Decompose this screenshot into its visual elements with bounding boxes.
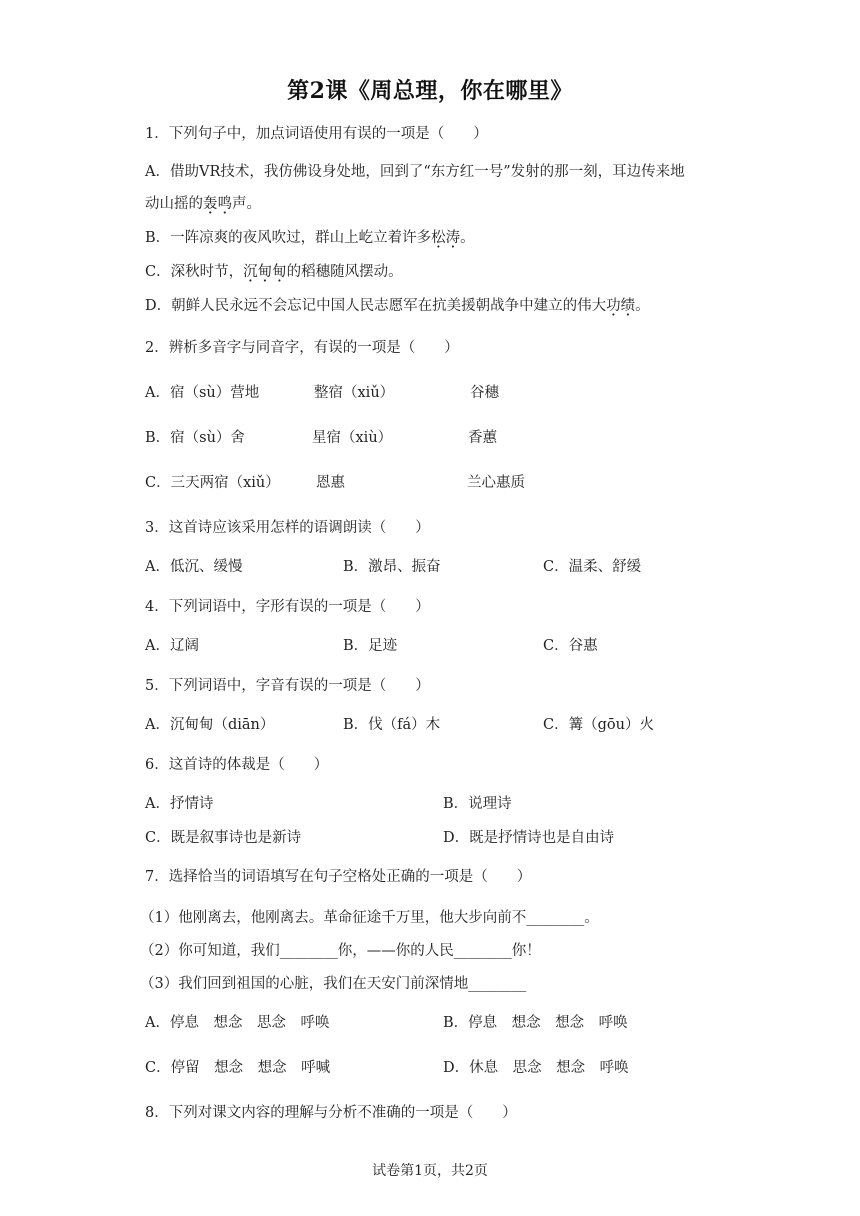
q2-a-2: 整宿（xiǔ）: [314, 385, 395, 401]
q4-stem: 4．下列词语中，字形有误的一项是（ ）: [145, 599, 430, 615]
q3-option-a: A．低沉、缓慢: [145, 559, 243, 575]
q7-option-d: D．休息 思念 想念 呼唤: [443, 1060, 629, 1076]
q1-option-d: D．朝鲜人民永远不会忘记中国人民志愿军在抗美援朝战争中建立的伟大功绩。: [145, 298, 650, 314]
q7-stem: 7．选择恰当的词语填写在句子空格处正确的一项是（ ）: [145, 869, 532, 885]
q2-c-1: C．三天两宿（xiǔ）: [145, 475, 280, 491]
q5-option-c: C．篝（gōu）火: [543, 717, 654, 733]
q6-stem: 6．这首诗的体裁是（ ）: [145, 757, 329, 773]
q8-stem: 8．下列对课文内容的理解与分析不准确的一项是（ ）: [145, 1105, 517, 1121]
q2-b-2: 星宿（xiù）: [312, 430, 393, 446]
page-footer: 试卷第1页，共2页: [372, 1163, 488, 1179]
q7-option-b: B．停息 想念 想念 呼唤: [443, 1015, 628, 1031]
q1-option-a-line2: 动山摇的轰鸣声。: [145, 196, 261, 212]
q5-option-b: B．伐（fá）木: [343, 717, 441, 733]
q3-option-b: B．激昂、振奋: [343, 559, 441, 575]
q2-b-3: 香蕙: [468, 430, 497, 446]
q6-option-d: D．既是抒情诗也是自由诗: [443, 830, 615, 846]
q2-b-1: B．宿（sù）舍: [145, 430, 245, 446]
q2-a-1: A．宿（sù）营地: [145, 385, 260, 401]
q6-option-a: A．抒情诗: [145, 796, 214, 812]
q5-stem: 5．下列词语中，字音有误的一项是（ ）: [145, 678, 430, 694]
q2-a-3: 谷穗: [470, 385, 499, 401]
q6-option-c: C．既是叙事诗也是新诗: [145, 830, 302, 846]
q7-sentence-1: （1）他刚离去，他刚离去。革命征途千万里，他大步向前不________。: [140, 910, 599, 926]
q1-stem: 1．下列句子中，加点词语使用有误的一项是（ ）: [145, 126, 488, 142]
q4-option-a: A．辽阔: [145, 638, 199, 654]
page-title: 第2课《周总理，你在哪里》: [287, 78, 573, 104]
q2-stem: 2．辨析多音字与同音字，有误的一项是（ ）: [145, 340, 459, 356]
q4-option-c: C．谷惠: [543, 638, 598, 654]
q7-sentence-3: （3）我们回到祖国的心脏，我们在天安门前深情地________: [140, 976, 527, 992]
q3-stem: 3．这首诗应该采用怎样的语调朗读（ ）: [145, 520, 430, 536]
q6-option-b: B．说理诗: [443, 796, 512, 812]
q2-c-2: 恩惠: [316, 475, 345, 491]
q4-option-b: B．足迹: [343, 638, 398, 654]
q7-sentence-2: （2）你可知道，我们________你，——你的人民________你！: [140, 943, 541, 959]
q7-option-a: A．停息 想念 思念 呼唤: [145, 1015, 330, 1031]
q2-c-3: 兰心惠质: [467, 475, 525, 491]
q3-option-c: C．温柔、舒缓: [543, 559, 642, 575]
q1-option-a-line1: A．借助VR技术，我仿佛设身处地，回到了“东方红一号”发射的那一刻，耳边传来地: [145, 164, 685, 180]
q5-option-a: A．沉甸甸（diān）: [145, 717, 275, 733]
q1-option-b: B．一阵凉爽的夜风吹过，群山上屹立着许多松涛。: [145, 230, 475, 246]
q1-option-c: C．深秋时节，沉甸甸的稻穗随风摆动。: [145, 264, 403, 280]
q7-option-c: C．停留 想念 想念 呼喊: [145, 1060, 331, 1076]
